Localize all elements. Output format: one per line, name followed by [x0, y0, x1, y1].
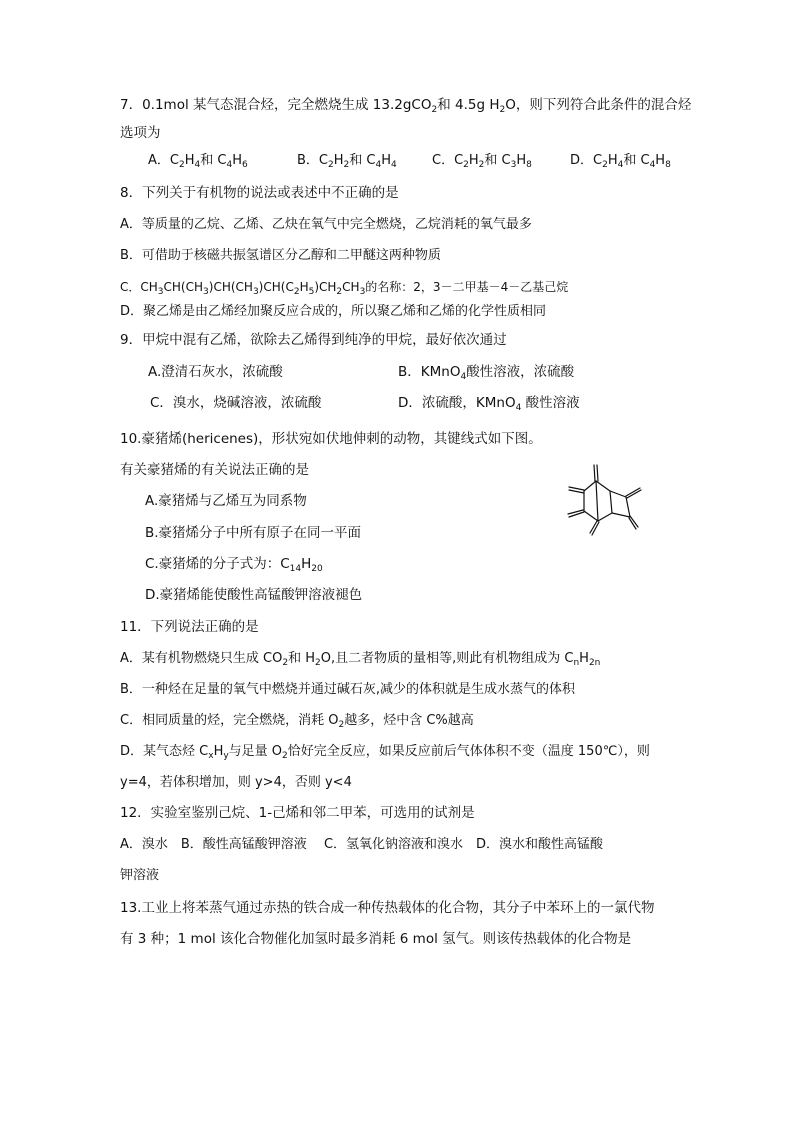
q9-option-c[interactable]: C．溴水，烧碱溶液，浓硫酸 — [150, 395, 322, 411]
q8-option-a[interactable]: A．等质量的乙烷、乙烯、乙炔在氧气中完全燃烧，乙烷消耗的氧气最多 — [120, 217, 532, 232]
bond — [626, 497, 630, 517]
q11-option-c[interactable]: C．相同质量的烃，完全燃烧，消耗 $O_2$越多，烃中含 C%越高 — [120, 713, 474, 730]
q9-option-a[interactable]: A.澄清石灰水，浓硫酸 — [148, 364, 283, 380]
q7-option-c[interactable]: C．$C_2H_2$和 $C_3H_8$ — [432, 153, 532, 170]
q10-option-a[interactable]: A.豪猪烯与乙烯互为同系物 — [145, 493, 307, 509]
bond — [596, 481, 610, 491]
q13-stem-line1: 13.工业上将苯蒸气通过赤热的铁合成一种传热载体的化合物，其分子中苯环上的一氯代物 — [120, 900, 655, 916]
q8-option-d[interactable]: D．聚乙烯是由乙烯经加聚反应合成的，所以聚乙烯和乙烯的化学性质相同 — [120, 304, 547, 319]
bond — [610, 491, 626, 497]
q13-stem-line2: 有 3 种；1 mol 该化合物催化加氢时最多消耗 6 mol 氢气。则该传热载体的化合物是 — [120, 931, 632, 947]
q11-option-d-line2: y=4，若体积增加，则 y>4，否则 y<4 — [120, 775, 352, 790]
q11-option-d-line1[interactable]: D．某气态烃 $C_xH_y$与足量 $O_2$恰好完全反应，如果反应前后气体体积不变（温度 150℃），则 — [120, 744, 650, 761]
hericenes-structure-diagram — [556, 459, 652, 539]
q12-options[interactable]: A．溴水 B．酸性高锰酸钾溶液 C．氢氧化钠溶液和溴水 D．溴水和酸性高锰酸 — [120, 837, 604, 852]
q10-stem: 10.豪猪烯(hericenes)，形状宛如伏地伸刺的动物，其键线式如下图。 — [120, 431, 542, 447]
q7-line1: 7．0.1mol 某气态混合烃，完全燃烧生成 13.2gCO$_2$和 4.5g $H_2O$，则下列符合此条件的混合烃 — [120, 97, 692, 115]
q7-line2: 选项为 — [120, 125, 161, 141]
double-bond — [569, 487, 584, 490]
q7-option-d[interactable]: D．$C_2H_4$和 $C_4H_8$ — [570, 153, 671, 170]
double-bond — [569, 490, 584, 493]
q10-option-c[interactable]: C.豪猪烯的分子式为：$C_{14}H_{20}$ — [145, 556, 323, 574]
q10-option-b[interactable]: B.豪猪烯分子中所有原子在同一平面 — [145, 525, 362, 541]
bond — [612, 513, 630, 517]
q9-option-d[interactable]: D．浓硫酸，KMnO$_4$ 酸性溶液 — [398, 395, 580, 413]
q11-stem: 11．下列说法正确的是 — [120, 619, 259, 635]
q9-option-b[interactable]: B．KMnO$_4$酸性溶液，浓硫酸 — [398, 364, 575, 382]
double-bond — [594, 465, 595, 481]
q8-option-b[interactable]: B．可借助于核磁共振氢谱区分乙醇和二甲醚这两种物质 — [120, 248, 441, 263]
q7-option-a[interactable]: A．$C_2H_4$和 $C_4H_6$ — [148, 153, 248, 170]
q11-option-a[interactable]: A．某有机物燃烧只生成 $CO_2$和 $H_2O$,且二者物质的量相等,则此有机物组成为 $C_nH_{2n}$ — [120, 651, 601, 668]
bond — [584, 511, 598, 521]
q9-stem: 9．甲烷中混有乙烯，欲除去乙烯得到纯净的甲烷，最好依次通过 — [120, 332, 507, 348]
q10-subtitle: 有关豪猪烯的有关说法正确的是 — [120, 462, 309, 478]
q12-options-continued: 钾溶液 — [120, 868, 160, 883]
q10-option-d[interactable]: D.豪猪烯能使酸性高锰酸钾溶液褪色 — [145, 587, 363, 603]
bond — [584, 481, 596, 491]
q7-option-b[interactable]: B．$C_2H_2$和 $C_4H_4$ — [297, 153, 397, 170]
bond — [598, 513, 612, 521]
bond — [596, 481, 598, 521]
q11-option-b[interactable]: B．一种烃在足量的氧气中燃烧并通过碱石灰,减少的体积就是生成水蒸气的体积 — [120, 682, 576, 697]
q8-option-c[interactable]: C．$CH_3CH(CH_3)CH(CH_3)CH(C_2H_5)CH_2CH_3$的名称：2，3－二甲基－4－乙基己烷 — [120, 280, 569, 297]
q12-stem: 12．实验室鉴别己烷、1-己烯和邻二甲苯，可选用的试剂是 — [120, 805, 475, 821]
double-bond — [597, 465, 598, 481]
q8-stem: 8．下列关于有机物的说法或表述中不正确的是 — [120, 185, 399, 201]
bond — [610, 491, 612, 513]
